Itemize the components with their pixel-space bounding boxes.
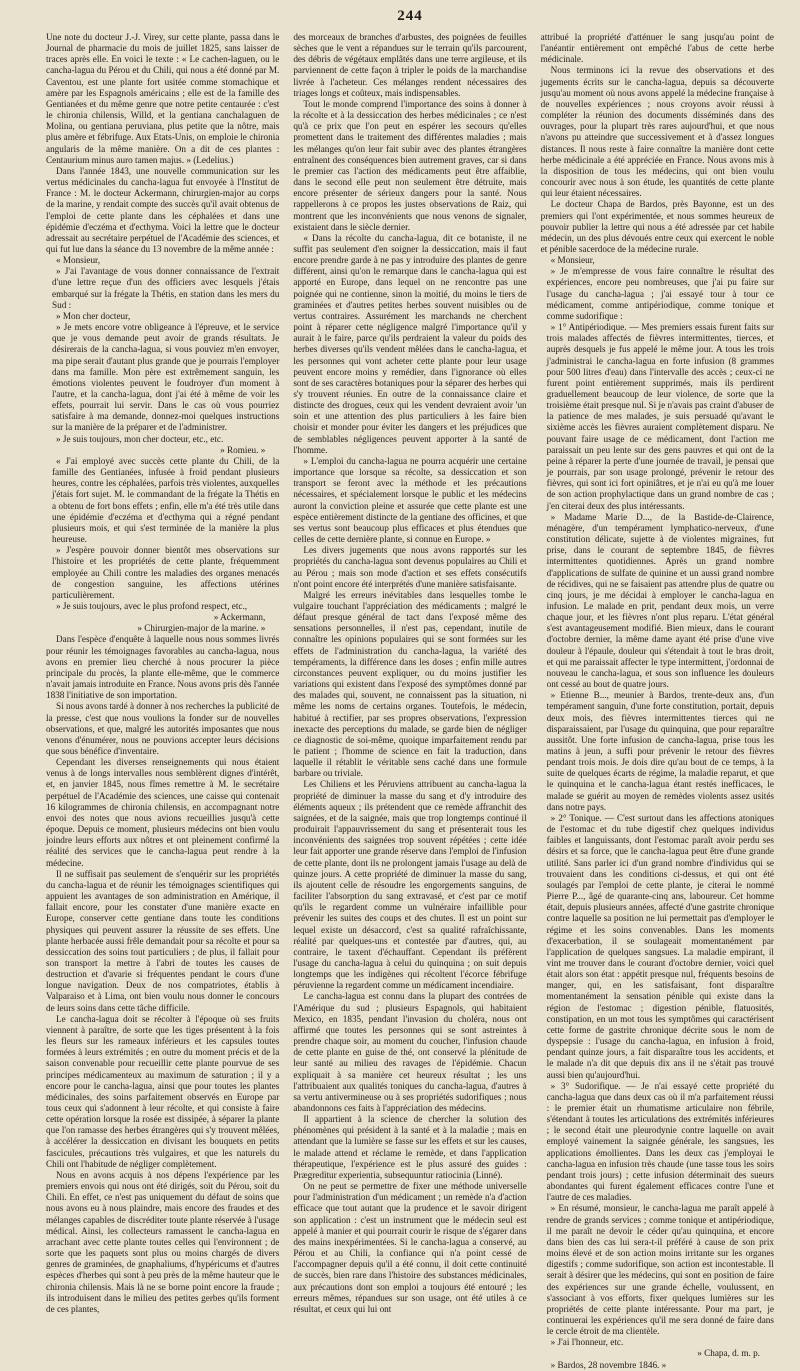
paragraph: » Romieu. » [220, 444, 266, 455]
paragraph: » J'espère pouvoir donner bientôt mes observations sur l'histoire et les propriétés de cette plante, fréquemment employée au Chili contre les maladies des organes menacés de congestion sanguine, les affections utérines particulièrement. [52, 545, 280, 600]
paragraph: Une note du docteur J.-J. Virey, sur cette plante, passa dans le Journal de pharmacie du mois de juillet 1825, sans laisser de traces après elle. En voici le texte : « Le cachen-laguen, ou le cancha-lagua du Pérou et du Chili, qui nous a été donné par M. Caventou, est une plante fort usitée comme stomachique et amère par les Espagnols américains ; elle est de la famille des Gentianées et du même genre que notre petite centaurée : c'est le chironia chilensis, Willd, et la gentiana canchalaguen de Molina, ou gentiana peruviana, plus petite que la nôtre, mais plus amère et fébrifuge. Aux Etats-Unis, on emploie le chironia angularis de la même manière. On a dit de ces plantes : Centaurium minus auro tamen majus. » (Ledelius.) [46, 32, 280, 165]
paragraph: Il ne suffisait pas seulement de s'enquérir sur les propriétés du cancha-lagua et de réunir les témoignages scientifiques qui appuient les avantages de son administration en Amérique, il fallait encore, pour les constater d'une manière exacte en Europe, conserver cette gentiane dans toute les conditions physiques qui peuvent assurer la réussite de ses effets. Une plante herbacée aussi frêle demandait pour sa récolte et pour sa dessiccation des soins tout particuliers ; de plus, il fallait pour son transport la mettre à l'abri de toutes les causes de destruction et d'avarie si fréquentes pendant le cours d'une longue navigation. Deux de nos compatriotes, établis à Valparaiso et à Lima, ont bien voulu nous donner le concours de leurs soins dans cette tâche difficile. [46, 868, 280, 1013]
paragraph: » En résumé, monsieur, le cancha-lagua me paraît appelé à rendre de grands services ; comme tonique et antipériodique, il me paraît ne devoir le céder qu'au quinquina, et encore dans bien des cas lui sera-t-il préféré à cause de son prix moins élevé et de son action moins irritante sur les organes digestifs ; comme sudorifique, son action est incontestable. Il serait à désirer que les médecins, qui sont en position de faire des expériences sur une grande échelle, voulussent, en s'associant à vos efforts, fixer quelques lumières sur les propriétés de cette plante intéressante. Pour ma part, je continuerai les expériences qu'il me sera donné de faire dans le cercle étroit de ma clientèle. [546, 1203, 774, 1337]
paragraph: » L'emploi du cancha-lagua ne pourra acquérir une certaine importance que lorsque sa récolte, sa dessiccation et son transport se feront avec la méthode et les précautions nécessaires, et spécialement lorsque le public et les médecins auront la conviction pleine et assurée que cette plante est une espèce entièrement distincte de la gentiane des officines, et que ses vertus sont beaucoup plus efficaces et plus étendues que celles de cette dernière plante, si connue en Europe. » [293, 455, 527, 545]
paragraph: Le cancha-lagua doit se récolter à l'époque où ses fruits viennent à paraître, de sorte que les tiges présentent à la fois les fleurs sur les rameaux inférieurs et les capsules toutes formées à leurs extrémités ; en outre du moment précis et de la saison convenable pour recueillir cette plante pourvue de ses principes médicamenteux au maximum de saturation ; il y a encore pour le cancha-lagua, ainsi que pour toutes les plantes médicinales, des soins parfaitement observés en Europe par tous ceux qui s'adonnent à leur récolte, et qui consiste à faire cette opération lorsque la rosée est dissipée, à séparer la plante que l'on ramasse des herbes étrangères qui s'y trouvent mêlées, à accélérer la dessiccation en divisant les bouquets en petits fascicules, précautions très vulgaires, et que les naturels du Chili ont l'habitude de négliger complètement. [46, 1013, 280, 1169]
paragraph: » Je mets encore votre obligeance à l'épreuve, et le service que je vous demande peut avoir de grands résultats. Je désirerais de la cancha-lagua, si vous pouviez m'en envoyer, ma pipe serait d'autant plus grande que je pourrais l'employer dans ma famille. Mon père est extrêmement sanguin, les émotions violentes peuvent le foudroyer d'un moment à l'autre, et la cancha-lagua, dont j'ai été à même de voir les effets, pourrait lui servir. Dans le cas où vous pourriez satisfaire à ma demande, donnez-moi quelques instructions sur la manière de la préparer et de l'administrer. [52, 322, 280, 433]
paragraph: » Je suis toujours, avec le plus profond respect, etc., [56, 600, 248, 611]
page-number: 244 [397, 8, 423, 24]
paragraph: « Dans la récolte du cancha-lagua, dit ce botaniste, il ne suffit pas seulement d'en soigner la dessiccation, mais il faut encore prendre garde à ne pas y introduire des plantes de genre différent, ainsi qu'on le remarque dans le cancha-lagua qui est apporté en Europe, dans lequel on ne rencontre pas une poignée qui ne contienne, sinon la moitié, du moins le tiers de graminées et d'autres petites herbes souvent nuisibles ou de vertus contraires. Assurément les marchands ne cherchent point à réparer cette négligence malgré l'importance qu'il y aurait à le faire, parce qu'ils perdraient la valeur du poids des herbes diverses qu'ils vendent mêlées dans le cancha-lagua, et les personnes qui vont acheter cette plante pour leur usage peuvent encore moins y remédier, dans l'ignorance où elles sont de ses caractères botaniques pour la séparer des herbes qui s'y trouvent réunies. En outre de la connaissance claire et distincte des drogues, ceux qui les vendent devraient avoir 'un soin et une attention des plus particuliers à les faire bien choisir et monder pour éviter les dangers et les préjudices que de semblables négligences peuvent apporter à la santé de l'homme. [293, 232, 527, 455]
paragraph: » 2° Tonique. — C'est surtout dans les affections atoniques de l'estomac et du tube digestif chez quelques individus faibles et languissants, dont l'estomac paraît avoir perdu ses désirs et sa force, que le cancha-lagua peut être d'une grande utilité. Sans parler ici d'un grand nombre d'individus qui se trouvaient dans les conditions ci-dessus, et qui ont été soulagés par l'emploi de cette plante, je citerai le nommé Pierre P..., âgé de quarante-cinq ans, laboureur. Cet homme était, depuis plusieurs années, affecté d'une gastrite chronique contre laquelle sa position ne lui permettait pas d'employer le régime et les soins convenables. Dans les moments d'exacerbation, il se soulageait momentanément par l'application de quelques sangsues. La maladie empirant, il vint me trouver dans le courant d'octobre dernier, voici quel était alors son état : appétit presque nul, fréquents besoins de manger, qui, en les satisfaisant, font disparaître momentanément la sensation pénible qui existe dans la région de l'estomac ; digestion pénible, flatuosités, constipation, en un mot tous les symptômes qui caractérisent cette forme de gastrite chronique décrite sous le nom de dyspepsie : l'usage du cancha-lagua, en infusion à froid, pendant quinze jours, a fait disparaître tous les accidents, et le malade n'a dit que depuis dix ans il ne s'était pas trouvé aussi bien qu'aujourd'hui. [546, 812, 774, 1080]
paragraph: Malgré les erreurs inévitables dans lesquelles tombe le vulgaire touchant l'appréciation des médicaments ; malgré le défaut presque général de tact dans l'exposé même des sensations personnelles, il n'est pas, cependant, inutile de connaître les opinions populaires qui se sont formées sur les effets de l'administration du cancha-lagua, la variété des tempéraments, la différence dans les doses ; enfin mille autres circonstances peuvent expliquer, ou du moins justifier les variations qui existent dans l'exposé des symptômes donné par des malades qui, souvent, ne connaissent pas la situation, ni même les noms de certains organes. Toutefois, le médecin, habitué à rectifier, par ses propres observations, l'expression inexacte des perceptions du malade, se garde bien de négliger ce diagnostic de soi-même, quoique imparfaitement rendu par le patient ; l'homme de science en fait la traduction, dans laquelle il rétablit le véritable sens caché dans une formule barbare ou triviale. [293, 589, 527, 779]
paragraph: » Je m'empresse de vous faire connaître le résultat des expériences, encore peu nombreuses, que j'ai pu faire sur l'usage du cancha-lagua ; j'ai essayé tour à tour ce médicament, comme antipériodique, comme tonique et comme sudorifique : [546, 266, 774, 321]
paragraph: » Je suis toujours, mon cher docteur, etc., etc. [56, 433, 224, 444]
paragraph: » Chirurgien-major de la marine. » [137, 623, 266, 634]
paragraph: » Bardos, 28 novembre 1846. » [550, 1359, 667, 1370]
paragraph: » Chapa, d. m. p. [697, 1348, 760, 1359]
paragraph: Les divers jugements que nous avons rapportés sur les propriétés du cancha-lagua sont devenus populaires au Chili et au Pérou ; mais son mode d'action et ses effets consécutifs n'ont point encore été interprétés d'une manière satisfaisante. [293, 545, 527, 589]
text-columns [46, 32, 774, 1370]
paragraph: Dans l'espèce d'enquête à laquelle nous nous sommes livrés pour réunir les témoignages favorables au cancha-lagua, nous avons en premier lieu cherché à nous procurer la pièce principale du procès, la plante elle-même, que le commerce n'avait jamais introduite en France. Nous avons pris dès l'année 1838 l'initiative de son importation. [46, 634, 280, 701]
paragraph: On ne peut se permettre de fixer une méthode universelle pour l'administration d'un médicament ; un remède n'a d'action efficace que tout autant que la prudence et le savoir dirigent son application : c'est un instrument que le médecin seul est appelé à manier et qui pourrait courir le risque de s'égarer dans des mains inexpérimentées. Si le cancha-lagua a conservé, au Pérou et au Chili, la confiance qui n'a point cessé de l'accompagner depuis qu'il a été connu, il doit cette continuité de succès, bien rare dans l'histoire des substances médicinales, aux précautions dont son emploi a toujours été entouré ; les erreurs mêmes, répandues sur son usage, ont été utiles à ce résultat, et ceux qui lui ont [293, 1181, 527, 1314]
column-middle [293, 32, 526, 1371]
paragraph: » 3° Sudorifique. — Je n'ai essayé cette propriété du cancha-lagua que dans deux cas où il m'a parfaitement réussi : le premier était un rhumatisme articulaire non fébrile, s'étendant à toutes les articulations des extrémités inférieures ; le second était une pleurodynie contre laquelle on avait employé vainement la saignée générale, les sangsues, les applications émollientes. Dans les deux cas j'employai le cancha-lagua en infusion très chaude (une tasse tous les soirs pendant trois jours) ; cette infusion déterminait des sueurs abondantes qui furent également efficaces contre l'une et l'autre de ces maladies. [546, 1080, 774, 1203]
paragraph: « Monsieur, [56, 255, 101, 266]
column-right [541, 32, 774, 1371]
paragraph: » J'ai l'avantage de vous donner connaissance de l'extrait d'une lettre reçue d'un des officiers avec lesquels j'étais embarqué sur la frégate la Thétis, en station dans les mers du Sud : [52, 266, 280, 310]
paragraph: » Mon cher docteur, [56, 310, 131, 321]
paragraph: Il appartient à la science de chercher la solution des phénomènes qui président à la santé et à la maladie ; mais en attendant que la lumière se fasse sur les effets et sur les causes, le malade attend et réclame le remède, et dans l'application thérapeutique, l'expérience est le plus assuré des guides : Prægreditur experientia, subsequuntur ratiocinia (Linné). [293, 1114, 527, 1180]
paragraph: Cependant les diverses renseignements qui nous étaient venus à de longs intervalles nous semblèrent dignes d'intérêt, et, en janvier 1845, nous fîmes remettre à M. le secrétaire perpétuel de l'Académie des sciences, une caisse qui contenait 16 kilogrammes de chironia chilensis, en accompagnant notre envoi des notes que nous avions recueillies jusqu'à cette époque. Depuis ce moment, plusieurs médecins ont bien voulu joindre leurs efforts aux nôtres et ont pleinement confirmé la réalité des services que le cancha-lagua peut rendre à la médecine. [46, 757, 280, 868]
paragraph: Nous terminons ici la revue des observations et des jugements écrits sur le cancha-lagua, depuis sa découverte jusqu'au moment où nous avons appelé la médecine française à de nouvelles expériences ; nous croyons avoir réussi à compléter la réunion des documents disséminés dans des ouvrages, pour la plupart très rares aujourd'hui, et que nous n'avons pu atteindre que successivement et à d'assez longues distances. Il nous reste à faire connaître la manière dont cette herbe médicinale a été appréciée en France. Nous avons mis à la disposition de tous les médecins, qui ont bien voulu concourir avec nous à son étude, les quantités de cette plante qui leur étaient nécessaires. [540, 65, 774, 199]
paragraph: Nous en avons acquis à nos dépens l'expérience par les premiers envois qui nous ont été dirigés, soit du Pérou, soit du Chili. En effet, ce n'est pas uniquement du défaut de soins que nous avons eu à nous plaindre, mais encore des fraudes et des mélanges capables de discréditer toute plante réservée à l'usage médical. Ainsi, les collecteurs ramassent le cancha-lagua en arrachant avec cette plante toutes celles qui l'environnent ; de sorte que les paquets sont plus ou moins chargés de divers genres de graminées, de gnaphaliums, d'hypéricums et d'autres espèces d'herbes qui sont à peu près de la même hauteur que le chironia chilensis. Mais là ne se borne point encore la fraude ; ils introduisent dans le milieu des petites gerbes qu'ils forment de ces plantes, [46, 1169, 280, 1314]
paragraph: Tout le monde comprend l'importance des soins à donner à la récolte et à la dessiccation des herbes médicinales ; ce n'est qu'à ce prix que l'on peut en espérer les secours qu'elles promettent dans le traitement des différentes maladies ; mais les mélanges qu'on leur fait subir avec des plantes étrangères entraînent des conséquences bien autrement graves, car si dans le premier cas l'action des médicaments peut être affaiblie, dans le second elle peut non seulement être détruite, mais encore présenter de sérieux dangers pour la santé. Nous rappellerons à ce propos les justes observations de Raiz, qui montrent que les inconvénients que nous venons de signaler, existaient dans le siècle dernier. [293, 98, 527, 232]
paragraph: attribué la propriété d'atténuer le sang jusqu'au point de l'anéantir entièrement ont empêché l'abus de cette herbe médicinale. [540, 32, 774, 65]
paragraph: » Etienne B..., meunier à Bardos, trente-deux ans, d'un tempérament sanguin, d'une forte constitution, portait, depuis deux mois, des fièvres intermittentes tierces qui ne disparaissaient, par l'usage du quinquina, que pour reparaître aussitôt. Une forte infusion de cancha-lagua, prise tous les matins à jeun, a suffi pour prévenir le retour des fièvres pendant trois mois. Je dois dire qu'au bout de ce temps, à la suite de quelques écarts de régime, la maladie reparut, et que le quinquina et le cancha-lagua étant restés inefficaces, le malade se guérit au moyen de remèdes violents assez usités dans notre pays. [546, 690, 774, 812]
paragraph: Les Chiliens et les Péruviens attribuent au cancha-lagua la propriété de diminuer la masse du sang et d'y introduire des éléments aqueux ; ils prétendent que ce remède affranchit des saignées, et de la saignée, mais que trop longtemps continué il produirait l'appauvrissement du sang et présenterait tous les inconvénients des saignées trop souvent répétées ; cette idée leur fait apporter une grande réserve dans l'emploi de l'infusion de cette plante, dont ils ne prolongent jamais l'usage au delà de quinze jours. A cette propriété de diminuer la masse du sang, ils ajoutent celle de résoudre les engorgements sanguins, de faciliter l'absorption du sang extravasé, et c'est par ce motif qu'ils le regardent comme un vulnéraire infaillible pour prévenir les suites des coups et des chutes. Il est un point sur lequel existe un désaccord, c'est sa qualité rafraîchissante, réalité par quelques-uns et contestée par d'autres, qui, au contraire, le taxent d'échauffant. Cependant ils préfèrent l'usage du cancha-lagua à celui du quinquina ; on suit depuis longtemps que les indigènes qui récoltent l'écorce fébrifuge péruvienne la regardent comme un médicament incendiaire. [293, 779, 527, 991]
paragraph: » Ackermann, [213, 612, 266, 623]
paragraph: Le cancha-lagua est connu dans la plupart des contrées de l'Amérique du sud ; plusieurs Espagnols, qui habitaient Mexico, en 1835, pendant l'invasion du choléra, nous ont affirmé que toutes les personnes qui se sont astreintes à prendre chaque soir, au moment du coucher, l'infusion chaude de cette plante en guise de thé, ont conservé la plénitude de leur santé au milieu des ravages de l'épidémie. Chacun expliquait à sa manière cet heureux résultat ; les uns l'attribuaient aux qualités toniques du cancha-lagua, d'autres à sa vertu antivermineuse ou à ses propriétés sudorifiques ; nous abandonnons ces faits à l'appréciation des médecins. [293, 991, 527, 1113]
paragraph: » Madame Marie D..., de la Bastide-de-Clairence, ménagère, d'un tempérament lymphatico-nerveux, d'une constitution délicate, sujette à de violentes migraines, fut prise, dans le courant de septembre 1845, de fièvres intermittentes quotidiennes. Après un grand nombre d'applications de sulfate de quinine et un aussi grand nombre de récidives, qui ne se faisaient pas attendre plus de quatre ou cinq jours, je me décidai à employer le cancha-lagua en infusion. Le malade en prit, pendant deux mois, un verre chaque jour, et les fièvres n'ont plus reparu. L'état général s'est avantageusement modifié. Bien mieux, dans le courant d'octobre dernier, la même dame ayant été prise d'une vive douleur à l'épaule, douleur qui s'étendait à tout le bras droit, et qui me paraissait affecter le type intermittent, j'ordonnai de nouveau le cancha-lagua, et sous son influence les douleurs ont cessé au bout de quatre jours. [546, 511, 774, 690]
paragraph: « J'ai employé avec succès cette plante du Chili, de la famille des Gentianées, infusée à froid pendant plusieurs heures, contre les céphalées, parfois très violentes, auxquelles j'étais fort sujet. M. le commandant de la frégate la Thétis en a obtenu de fort bons effets ; enfin, elle m'a été très utile dans une épidémie d'eczéma et d'ecthyma qui a régné pendant plusieurs mois, et qui s'est terminée de la manière la plus heureuse. [52, 455, 280, 545]
paragraph: Le docteur Chapa de Bardos, près Bayonne, est un des premiers qui l'ont expérimentée, et nous sommes heureux de pouvoir publier la lettre qui nous a été adressée par cet habile médecin, un des plus dévoués entre ceux qui exercent le noble et pénible sacerdoce de la médecine rurale. [540, 199, 774, 254]
column-left [46, 32, 279, 1371]
paragraph: Dans l'année 1843, une nouvelle communication sur les vertus médicinales du cancha-lagua fut envoyée à l'Institut de France : M. le docteur Ackermann, chirurgien-major au corps de la marine, y rendait compte des succès qu'il avait obtenus de l'emploi de cette plante dans les céphalées et dans une épidémie d'eczéma et d'ecthyma. Voici la lettre que le docteur adressait au secrétaire perpétuel de l'Académie des sciences, et qui fut lue dans la séance du 13 novembre de la même année : [46, 165, 280, 254]
paragraph: » J'ai l'honneur, etc. [550, 1337, 624, 1348]
paragraph: « Monsieur, [550, 255, 595, 266]
paragraph: des morceaux de branches d'arbustes, des poignées de feuilles sèches que le vent a répandues sur le terrain qu'ils parcourent, des débris de végétaux emplâtés dans une terre argileuse, et ils parviennent de cette façon à tripler le poids de la marchandise livrée à l'acheteur. Ces mélanges rendent nécessaires des triages longs et coûteux, mais indispensables. [293, 32, 527, 98]
paragraph: Si nous avons tardé à donner à nos recherches la publicité de la presse, c'est que nous voulions la fonder sur de nouvelles observations, et que, malgré les autorités imposantes que nous venons d'énumérer, nous ne pouvions accepter leurs décisions que sous bénéfice d'inventaire. [46, 701, 280, 756]
paragraph: » 1° Antipériodique. — Mes premiers essais furent faits sur trois malades affectés de fièvres intermittentes, tierces, et auprès desquels je fus appelé le même jour. A tous les trois j'administrai le cancha-lagua en forte infusion (8 grammes pour 500 litres d'eau) dans l'intervalle des accès ; ceux-ci ne furent point entièrement supprimés, mais ils perdirent graduellement beaucoup de leur violence, de sorte que la troisième était presque nul. Si je n'avais pas craint d'abuser de la patience de mes malades, je suis persuadé qu'avant le sixième accès les fièvres auraient complètement disparu. Ne pouvant faire usage de ce médicament, dont l'action me paraissait un peu lente sur des gens pauvres et qui ont de la peine à réparer la perte d'une journée de travail, je pensai que je pourrais, par son usage prolongé, prévenir le retour des fièvres, qui sont ici fort opiniâtres, et je n'ai eu qu'à me louer de son action prophylactique dans un grand nombre de cas ; j'en citerai deux des plus intéressants. [546, 322, 774, 511]
